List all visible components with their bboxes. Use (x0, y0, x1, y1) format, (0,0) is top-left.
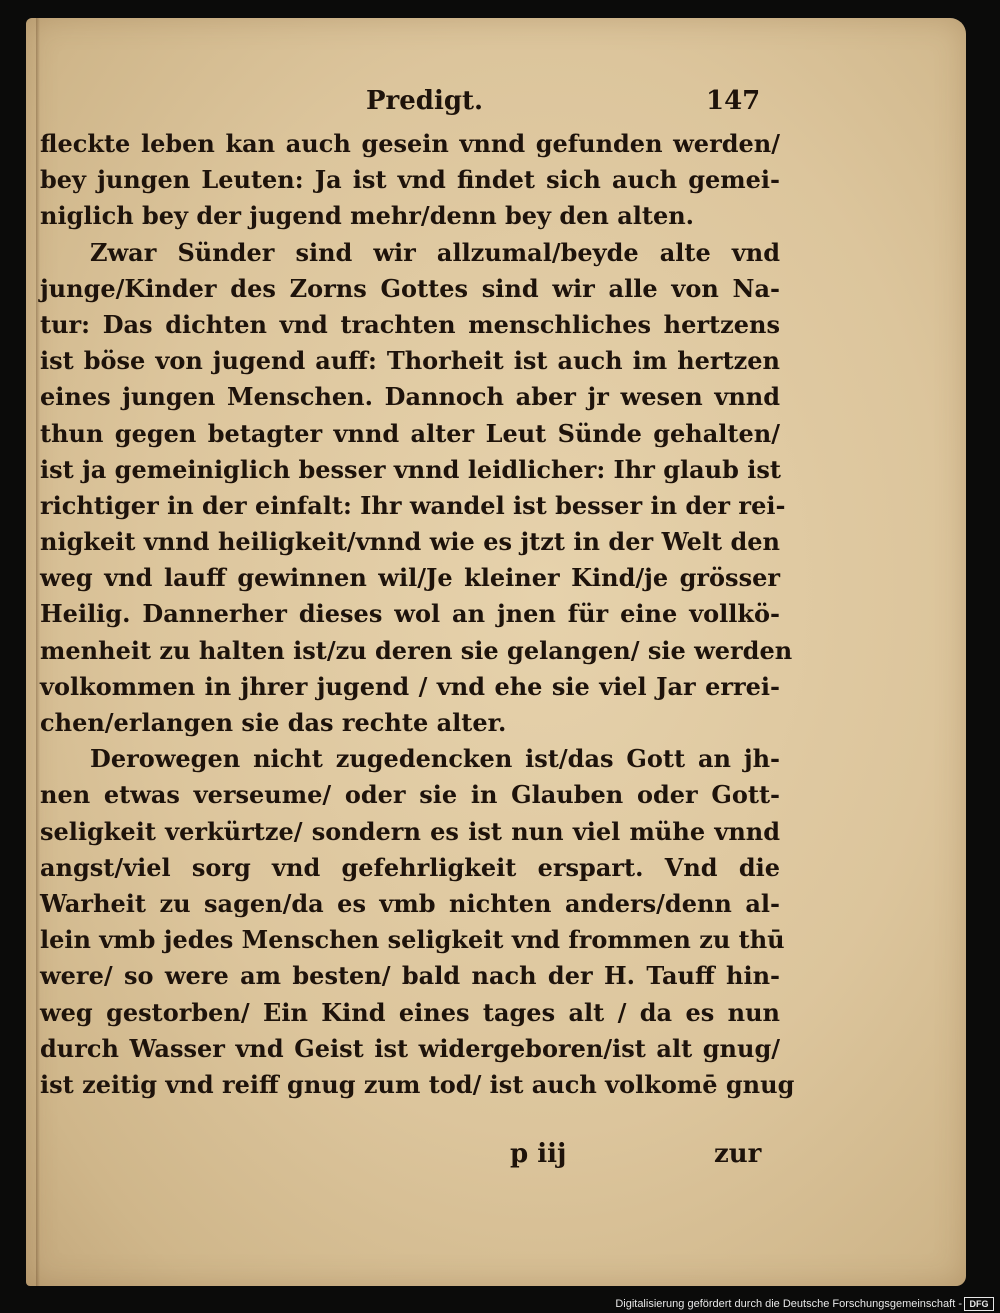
text-line: ist ja gemeiniglich besser vnnd leidlicher: Ihr glaub ist (40, 454, 781, 484)
text-line: tur: Das dichten vnd trachten menschliches hertzens (40, 309, 780, 339)
text-line: weg vnd lauff gewinnen wil/Je kleiner Kind/je grösser (40, 563, 780, 593)
text-line: thun gegen betagter vnnd alter Leut Sünde gehalten/ (40, 418, 780, 448)
text-line: junge/Kinder des Zorns Gottes sind wir alle von Na- (40, 273, 780, 303)
text-line: Warheit zu sagen/da es vmb nichten anders/denn al- (40, 888, 780, 918)
text-line: bey jungen Leuten: Ja ist vnd findet sich auch gemei- (40, 165, 780, 195)
text-line: Heilig. Dannerher dieses wol an jnen für eine vollkö- (40, 599, 780, 629)
book-page (26, 18, 966, 1286)
signature-mark: p iij (510, 1139, 567, 1169)
text-line: seligkeit verkürtze/ sondern es ist nun viel mühe vnnd (40, 816, 780, 846)
text-line: weg gestorben/ Ein Kind eines tages alt / da es nun (40, 997, 780, 1027)
text-line: eines jungen Menschen. Dannoch aber jr wesen vnnd (40, 382, 780, 412)
text-line: ist böse von jugend auff: Thorheit ist auch im hertzen (40, 346, 780, 376)
text-line: fleckte leben kan auch gesein vnnd gefunden werden/ (40, 129, 780, 158)
text-line: Derowegen nicht zugedencken ist/das Gott an jh- (90, 744, 780, 774)
text-line: angst/viel sorg vnd gefehrligkeit erspart. Vnd die (40, 852, 780, 882)
page-number: 147 (706, 86, 761, 116)
text-line: ist zeitig vnd reiff gnug zum tod/ ist auch volkomē gnug (40, 1069, 795, 1099)
text-line: nen etwas verseume/ oder sie in Glauben oder Gott- (40, 780, 780, 810)
text-line: niglich bey der jugend mehr/denn bey den alten. (40, 201, 695, 231)
text-line: lein vmb jedes Menschen seligkeit vnd frommen zu thū (40, 925, 785, 955)
text-line: volkommen in jhrer jugend / vnd ehe sie viel Jar errei- (40, 671, 780, 701)
text-line: durch Wasser vnd Geist ist widergeboren/ist alt gnug/ (40, 1033, 780, 1063)
dfg-logo: DFG (964, 1297, 994, 1311)
digitization-credit: Digitalisierung gefördert durch die Deutsche Forschungsgemeinschaft - (615, 1298, 962, 1310)
catchword: zur (714, 1139, 762, 1169)
running-head: Predigt. (366, 86, 484, 116)
body-text (40, 126, 795, 1103)
text-line: Zwar Sünder sind wir allzumal/beyde alte vnd (90, 237, 780, 267)
text-line: richtiger in der einfalt: Ihr wandel ist besser in der rei- (40, 490, 786, 520)
text-line: were/ so were am besten/ bald nach der H. Tauff hin- (40, 961, 780, 991)
text-line: chen/erlangen sie das rechte alter. (40, 708, 507, 737)
text-line: menheit zu halten ist/zu deren sie gelangen/ sie werden (40, 635, 793, 665)
text-line: nigkeit vnnd heiligkeit/vnnd wie es jtzt in der Welt den (40, 527, 780, 557)
